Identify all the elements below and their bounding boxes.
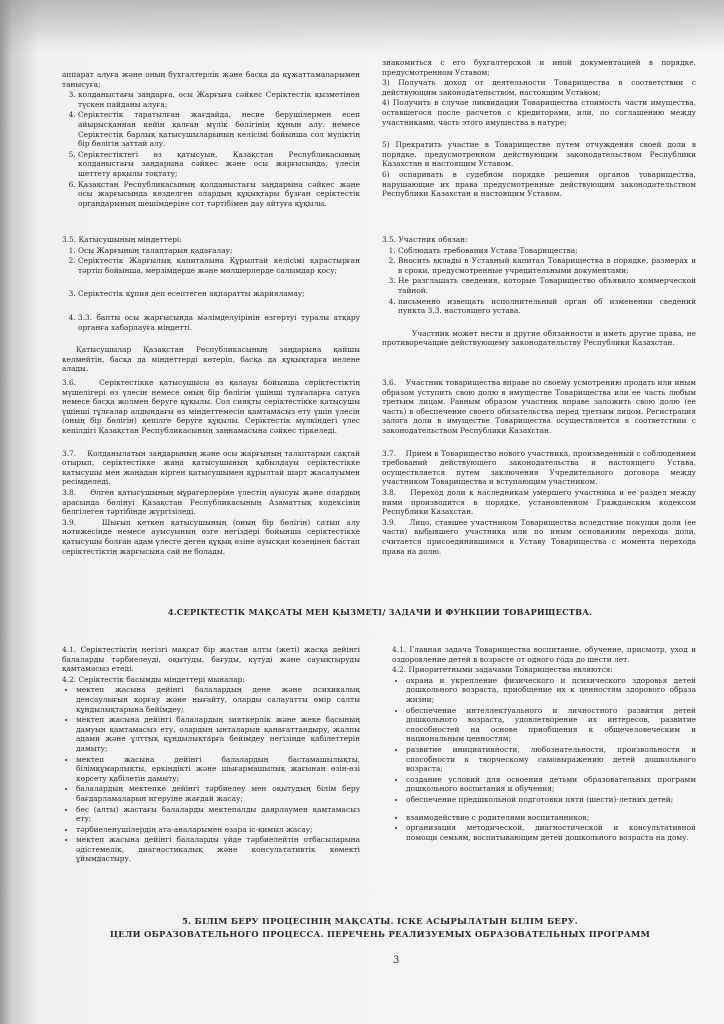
right-duties-block: [382, 235, 696, 349]
left-clauses-block: [62, 378, 360, 557]
item-text: оспаривать в судебном порядке решения органов товарищества, нарушающие их права предусмотренные действующим законодательством Республики Казахстан и настоящим Уставом.: [382, 169, 696, 199]
list-item: 4. 3.3. бапты осы жарғысында мәлімделуірінін өзгертуі туралы атқару органға хабарлауға міндетті.: [78, 313, 360, 332]
item-number: 4): [382, 98, 390, 108]
scan-shadow: [0, 0, 724, 52]
left-duties-heading: 3.5. Қатысушының міндеттері:: [62, 235, 182, 244]
clause-text: Лицо, ставшее участником Товарищества вследствие покупки доли (ее части) выбывшего участника или по иным основаниям перехода доли, считается присоединившимся к Уставу Товарищества с момента перехода права на долю.: [382, 517, 697, 556]
bullet-item: • обеспечение интеллектуального и личностного развития детей дошкольного возраста, удовлетворение их интересов, развитие способностей на основе приобщения к общечеловеческим и национальным ценностям;: [406, 706, 696, 744]
clause-number: 3.9.: [382, 517, 397, 527]
left-duties-paragraph: Қатысушылар Қазақстан Республикасының заңдарына қайшы келмейтін, басқа да міндеттерді көтеріп, басқа да құқықтарға иеленe алады.: [62, 345, 360, 374]
list-item: [382, 78, 696, 97]
list-item: 2. Вносить вклады в Уставный капитал Товарищества в порядке, размерах и в сроки, предусмотренные учредительными документами;: [398, 256, 696, 275]
bullet-item: • балалардың мектепке дейінгі тәрбиелеу мен оқытудың білім беру бағдарламаларын игеруіне жағдай жасау;: [76, 784, 360, 803]
list-item: 1. Соблюдать требования Устава Товарищества;: [398, 246, 696, 256]
list-item: 1. Осы Жарғының талаптарын қадағалау;: [78, 246, 360, 256]
bullet-item: • создание условий для освоения детьми образовательных программ дошкольного воспитания и обучения;: [406, 775, 696, 794]
item-number: 3): [382, 78, 390, 88]
bullet-item: • обеспечение предшкольной подготовки пяти (шести)-летних детей;: [406, 795, 696, 805]
bullet-item: • охрана и укрепление физического и психического здоровья детей дошкольного возраста, приобщение их к ценностям здорового образа жизни;: [406, 676, 696, 705]
bullet-item: • бес (алты) жастағы балаларды мектепалды даярлаумен қамтамасыз ету;: [76, 805, 360, 824]
section-4-title: 4.СЕРІКТЕСТІК МАҚСАТЫ МЕН ҚЫЗМЕТІ/ ЗАДАЧИ И ФУНКЦИИ ТОВАРИЩЕСТВА.: [167, 607, 593, 617]
left-section4-block: [62, 645, 360, 865]
list-item: 6. Қазақстан Республикасының қолданыстағы заңдарына сәйкес және осы жарғысында көзделген олардың құқықтары бұзған серіктестік органдарының шешімдеріне сот тәртібімен дау айтуға құқылы.: [78, 180, 360, 209]
bullet-item: • тәрбиеленушілердің ата-аналарымен өзара іс-қимыл жасау;: [76, 825, 360, 835]
list-item: 4. Серіктестік таратылған жағдайда, несие берушілермен есеп айырысқаннан кейін қалған мүлік бөлігінің құнын алу. немесе Серіктестік барлық қатысушыларының келісімі бойынша сол мүліктің бір бөлігін заттай алу.: [78, 110, 360, 148]
section-5-title-line-1: 5. БІЛІМ БЕРУ ПРОЦЕСІНІҢ МАҚСАТЫ. ІСКЕ АСЫРЫЛАТЫН БІЛІМ БЕРУ.: [181, 916, 579, 926]
clause: [62, 378, 360, 436]
bullet-item: • мектеп жасына дейінгі балалардың зияткерлік және жеке басының дамуын қамтамасыз ету, олардың ынталарын қанағаттандыру, жалпы адами және ұлттық құндылықтарға бейімдеу негізінде қабілеттерін дамыту;: [76, 715, 360, 753]
clause: [382, 518, 696, 556]
item-text: Получать доход от деятельности Товарищества в соответствии с действующим законодательством, настоящим Уставом;: [382, 78, 696, 97]
left-section4-bullets: [62, 685, 360, 864]
clause: [382, 449, 696, 487]
left-rights-intro: аппарат алуға және оның бухгалтерлік және басқа да құжаттамаларымен танысуға;: [62, 70, 360, 89]
list-item: 3. Серіктестік құпия деп есептеген ақпаратты жарияламау;: [78, 289, 360, 299]
right-rights-block: [382, 58, 696, 200]
section-5-title: [60, 915, 700, 941]
list-item: 2. Серіктестік Жарғылық капиталына Құрылтай келісімі қарастырған тәртіп бойынша, мерзімдерде және мөлшерлерде салымдар қосу;: [78, 256, 360, 275]
bullet-item: • развитие инициативности, любознательности, произвольности и способности к творческому самовыражению детей дошкольного возраста;: [406, 745, 696, 774]
right-rights-intro: знакомиться с его бухгалтерской и иной документацией в порядке, предусмотренном Уставом;: [382, 58, 696, 77]
clause: [62, 518, 360, 556]
left-duties-block: [62, 235, 360, 375]
list-item: 3. Не разглашать сведения, которые Товарищество объявило коммерческой тайной.: [398, 276, 696, 295]
list-item: [382, 170, 696, 199]
clause-number: 3.8.: [382, 487, 397, 497]
clause: [382, 488, 696, 517]
item-number: 6): [382, 169, 390, 179]
clause-text: Прием в Товарищество нового участника, произведенный с соблюдением требований действующего законодательства и настоящего Устава, осуществляется путем заключения Учредительного договора между участником Товарищества и вступающим участником.: [382, 448, 696, 487]
item-number: 5): [382, 140, 390, 150]
right-section4-bullets: [392, 676, 696, 843]
left-rights-block: [62, 70, 360, 209]
bullet-item: • организация методической, диагностической и консультативной помощи семьям, воспитывающим детей дошкольного возраста на дому.: [406, 823, 696, 842]
clause-number: 3.7.: [382, 448, 397, 458]
clause: [62, 449, 360, 487]
section4-goal: 4.1. Серіктестіктің негізгі мақсат бір жастан алты (жеті) жасқа дейінгі балаларды тәрбиелеуді, оқытуды, бағуды, күтуді және сауықтыруды қамтамасыз етеді.: [62, 645, 360, 674]
page-number: 3: [393, 955, 400, 966]
bullet-item: • взаимодействие с родителями воспитанников;: [406, 813, 696, 823]
clause-text: Өлген қатысушының мұрагерлеріне үлестің ауысуы және олардың арасында бөлінуі Қазақстан Республикасының Азаматтық кодексінің белгілеген тәртібінде жүргізіледі.: [62, 487, 360, 517]
left-duties-list: [62, 246, 360, 333]
clause-number: 3.7.: [62, 448, 77, 458]
list-item: [382, 140, 696, 169]
right-duties-paragraph: Участник может нести и другие обязанности и иметь другие права, не противоречащие действующему законодательству Республики Казахстан.: [382, 328, 696, 348]
clause-number: 3.6.: [382, 378, 397, 387]
bullet-item: • мектеп жасына дейінгі балалардың бастамашылықты, білімқұмарлықты, еркіндікті және шығармашылық жағынан өзін-өзі көрсету қабілетін дамыту;: [76, 755, 360, 784]
right-section4-block: [392, 645, 696, 843]
section4-tasks-heading: 4.2. Серіктестік басымды міндеттері мыналар:: [62, 674, 245, 684]
item-text: Получить в случае ликвидации Товарищества стоимость части имущества, оставшегося после расчетов с кредиторами, или, по соглашению между участниками, часть этого имущества в натуре;: [382, 98, 696, 127]
item-text: Прекратить участие в Товариществе путем отчуждения своей доли в порядке, предусмотренном действующим законодательством Республики Казахстан и настоящим Уставом.: [382, 140, 696, 169]
clause-text: Участник товарищества вправе по своему усмотрению продать или иным образом уступить свою долю в имуществе Товарищества или ее часть любым третьим лицам. Равным образом участник вправе заложить свою долю (ее часть) в обеспечение своего обязательства перед третьим лицом. Регистрация залога доли в имуществе Товарищества осуществляется в соответствии с законодательством Республики Казахстан.: [382, 378, 697, 435]
clause: [62, 488, 360, 517]
list-item: 3. колданыстағы заңдарға, осы Жарғыға сәйкес Серіктестік қызметінен түскен пайданы алуға;: [78, 90, 360, 109]
list-item: [382, 98, 696, 127]
section4-tasks-heading: 4.2. Приоритетными задачами Товарищества являются:: [392, 665, 613, 675]
clause-text: Колданылатын заңдарының және осы жарғының талаптарын сақтай отырып, серіктестікке жаңа қатысушының қабылдауы серіктестікке қатысушы мен жаңадан кірген қатысушымен құрылтай шарт жасалуымен ресімделеді.: [62, 448, 360, 487]
clause-number: 3.8.: [62, 487, 77, 497]
clause: [382, 378, 696, 436]
right-clauses-block: [382, 378, 696, 557]
list-item: 5. Серіктестіктегі өз қатысуын, Қазақстан Республикасының колданыстағы заңдарына сәйкес және осы жарғысында, үлесін шеттету арқылы тоқтату;: [78, 150, 360, 179]
clause-text: Шығып кеткен қатысушының (оның бір бөлігін) сатып алу нәтижесінде немесе ауысуының өзге негіздері бойынша серіктестікке қатысушы болған адам үлесге деген құқық өзіне ауысқан кезеңінен бастап серіктестіктің жарғысына сай не болады.: [62, 517, 360, 556]
clause-text: Переход доли к наследникам умершего участника и ее раздел между ними производится в порядке, установленном Гражданским кодексом Республики Казахстан.: [382, 487, 696, 517]
clause-number: 3.6.: [62, 378, 77, 387]
clause-number: 3.9.: [62, 517, 77, 527]
bullet-item: • мектеп жасына дейінгі балалардың дене және психикалық денсаулығын қорғау және нығайту, оларды салауатты өмір салты құндылықтарына бейімдеу;: [76, 685, 360, 714]
section-5-title-line-2: ЦЕЛИ ОБРАЗОВАТЕЛЬНОГО ПРОЦЕССА. ПЕРЕЧЕНЬ РЕАЛИЗУЕМЫХ ОБРАЗОВАТЕЛЬНЫХ ПРОГРАММ: [109, 929, 651, 939]
left-rights-list: [62, 90, 360, 208]
clause-text: Серіктестікке қатысушысы өз қалауы бойынша серіктестіктің мүшелігері өз үлесін немесе оның бір бөлігін үшінші тұлғаларға сатуға немесе басқа жолмен беруге құқылы. Сол сияқты серіктестікке қатысушы үшінші тұлғалар алдындағы өз міндеттемесін қамтамасыз ету үшін үлесін (оның бір бөлігін) кепілге беруге құқылы. Серіктестік мүлкіндегі үлес кепілдігі Қазақстан Республикасының заңнамасына сәйкес тіркеледі.: [62, 378, 360, 435]
bullet-item: • мектеп жасына дейінгі балаларды үйде тәрбиелейтін отбасыларына әдістемелік, диагностикалық және консультативтік көмекті ұйымдастыру.: [76, 835, 360, 864]
right-duties-heading: 3.5. Участник обязан:: [382, 235, 468, 244]
right-duties-list: [382, 246, 696, 316]
list-item: 4. письменно извещать исполнительный орган об изменении сведений пункта 3.3. настоящего устава.: [398, 297, 696, 316]
section4-goal: 4.1. Главная задача Товарищества воспитание, обучение, присмотр, уход и оздоровление детей в возрасте от одного года до шести лет.: [392, 645, 696, 664]
